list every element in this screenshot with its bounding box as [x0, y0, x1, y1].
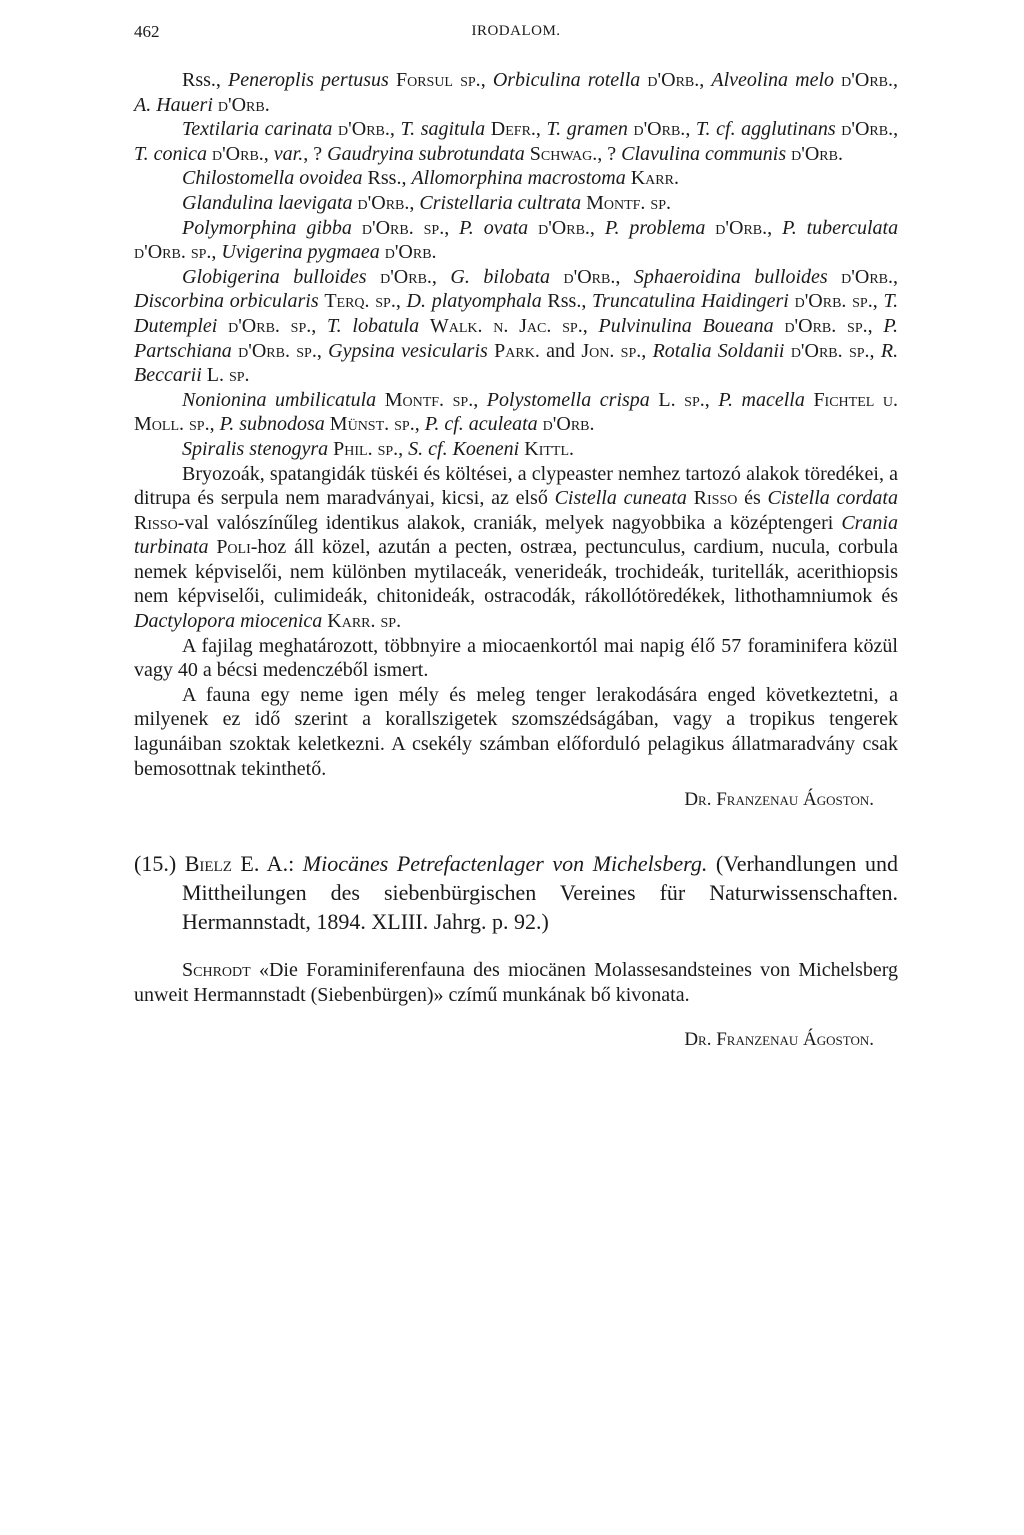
- paragraph: Bryozoák, spatangidák tüskéi és költései, a clypeaster nemhez tartozó alakok töredékei, a ditrupa és serpula nem maradványai, kicsi, az első Cistella cuneata Risso és Cistella cordata Risso-val valószínűleg identikus alakok, craniák, melyek nagyobbika a középtengeri Crania turbinata Poli-hoz áll közel, azután a pecten, ostræa, pectunculus, cardium, nucula, corbula nemek képviselői, nem különben mytilaceák, venerideák, trochideák, turitellák, acerithiopsis nem képviselői, culimideák, chitonideák, ostracodák, rákollótöredékek, lithothamniumok és Dactylopora miocenica Karr. sp.: [134, 462, 898, 633]
- page-number: 462: [134, 22, 160, 41]
- bibliographic-reference: (15.) Bielz E. A.: Miocänes Petrefactenlager von Michelsberg. (Verhandlungen und Mittheilungen des siebenbürgischen Vereines für Naturwissenschaften. Hermannstadt, 1894. XLIII. Jahrg. p. 92.): [134, 851, 898, 935]
- species-line: Nonionina umbilicatula Montf. sp., Polystomella crispa L. sp., P. macella Fichtel u. Moll. sp., P. subnodosa Münst. sp., P. cf. aculeata d'Orb.: [134, 388, 899, 436]
- species-line: Glandulina laevigata d'Orb., Cristellaria cultrata Montf. sp.: [182, 191, 671, 214]
- signature: Dr. Franzenau Ágoston.: [684, 1029, 874, 1051]
- species-line: Spiralis stenogyra Phil. sp., S. cf. Koeneni Kittl.: [182, 437, 575, 460]
- species-line: Rss., Peneroplis pertusus Forsul sp., Orbiculina rotella d'Orb., Alveolina melo d'Orb., A. Haueri d'Orb.: [134, 69, 898, 116]
- paragraph: A fauna egy neme igen mély és meleg tenger lerakodására enged következtetni, a milyenek ez idő szerint a korallszigetek szomszédságában, vagy a tropikus tengerek lagunáiban szoktak keletkezni. A csekély számban előforduló pelagikus állatmaradvány csak bemosottnak tekinthető.: [134, 683, 898, 780]
- species-line: Textilaria carinata d'Orb., T. sagitula Defr., T. gramen d'Orb., T. cf. agglutinans d'Orb., T. conica d'Orb., var., ? Gaudryina subrotundata Schwag., ? Clavulina communis d'Orb.: [134, 118, 899, 165]
- running-head: [134, 22, 898, 46]
- paragraph: A fajilag meghatározott, többnyire a miocaenkortól mai napig élő 57 foraminifera közül vagy 40 a bécsi medenczéből ismert.: [134, 634, 898, 682]
- species-line: Chilostomella ovoidea Rss., Allomorphina macrostoma Karr.: [182, 167, 679, 190]
- document-body: [134, 68, 898, 1052]
- running-title: IRODALOM.: [471, 23, 561, 39]
- reference-note: Schrodt «Die Foraminiferenfauna des miocänen Molassesandsteines von Michelsberg unweit Hermannstadt (Siebenbürgen)» czímű munkának bő kivonata.: [134, 959, 898, 1007]
- signature: Dr. Franzenau Ágoston.: [684, 789, 874, 811]
- species-line: Polymorphina gibba d'Orb. sp., P. ovata d'Orb., P. problema d'Orb., P. tuberculata d'Orb. sp., Uvigerina pygmaea d'Orb.: [134, 216, 899, 264]
- species-line: Globigerina bulloides d'Orb., G. bilobata d'Orb., Sphaeroidina bulloides d'Orb., Discorbina orbicularis Terq. sp., D. platyomphala Rss., Truncatulina Haidingeri d'Orb. sp., T. Dutemplei d'Orb. sp., T. lobatula Walk. n. Jac. sp., Pulvinulina Boueana d'Orb. sp., P. Partschiana d'Orb. sp., Gypsina vesicularis Park. and Jon. sp., Rotalia Soldanii d'Orb. sp., R. Beccarii L. sp.: [134, 265, 899, 387]
